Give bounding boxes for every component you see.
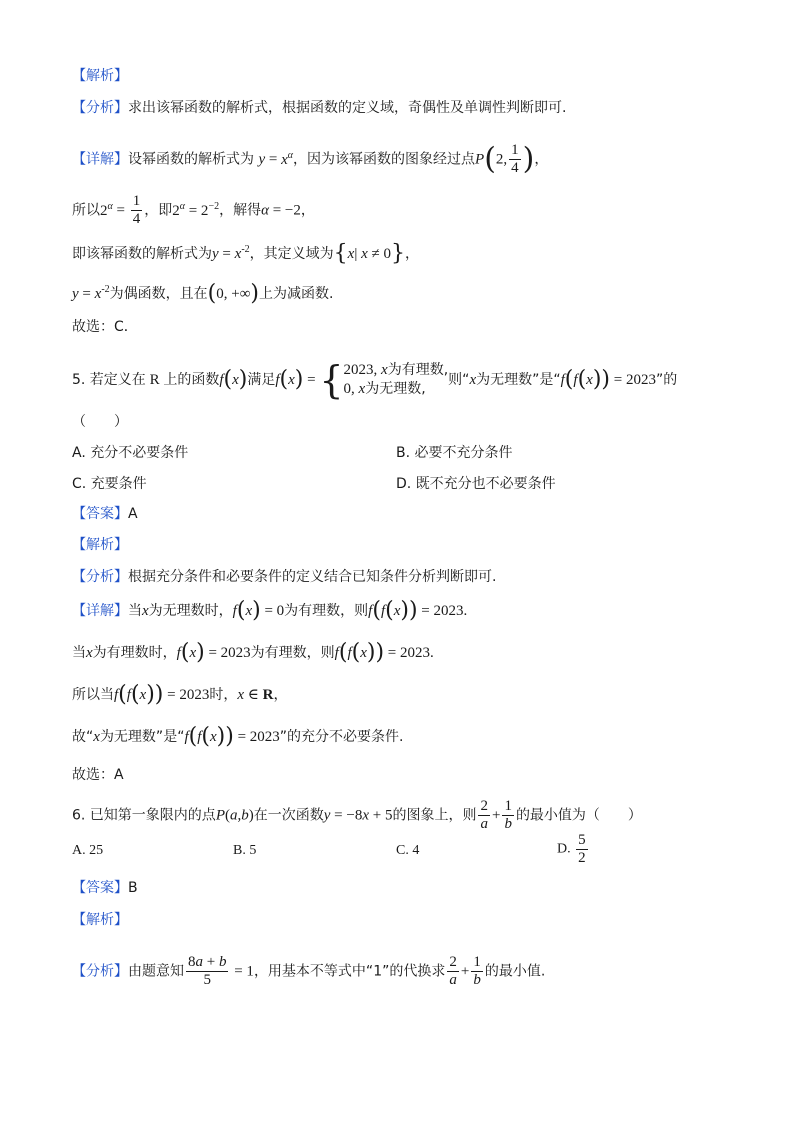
q5-stem xyxy=(72,358,678,402)
q5-d3-a: 所以当 xyxy=(72,687,114,703)
q4-formula-y-x-alpha: y xyxy=(258,151,266,168)
q4-analysis xyxy=(72,98,566,118)
option-text: 既不充分也不必要条件 xyxy=(415,476,556,492)
paren: ( xyxy=(130,682,140,707)
q5-answer-value: A xyxy=(128,506,138,522)
plus: + xyxy=(460,963,470,980)
fraction-1-4b: $\frac{1}{4}$ xyxy=(132,193,141,227)
var-x: x xyxy=(234,246,242,262)
option-letter: B. xyxy=(233,843,246,858)
option-letter: A. xyxy=(72,843,86,858)
func-f: f xyxy=(560,372,565,388)
q5-answer xyxy=(72,504,138,524)
q5-d2-c: 为有理数，则 xyxy=(250,645,335,661)
daan-tag: 【答案】 xyxy=(72,880,128,896)
var-x: x xyxy=(139,687,147,703)
q4-detail-mid: ，因为该幂函数的图象经过点 xyxy=(293,151,476,168)
q5-paren xyxy=(72,412,128,432)
fraction-8a-b-5: $\frac{8a + b}{5}$ xyxy=(188,954,227,988)
paren: )) xyxy=(592,367,610,392)
func-f: f xyxy=(573,372,578,388)
option-text: 25 xyxy=(89,843,104,858)
piecewise-brace: { xyxy=(319,358,344,402)
var-x: x xyxy=(586,372,593,388)
q4-analysis-text: 求出该幂函数的解析式，根据函数的定义域，奇偶性及单调性判断即可. xyxy=(128,100,567,116)
linear-rhs: = −8x + 5 xyxy=(330,807,393,824)
alpha-value: = −2 xyxy=(268,202,301,219)
q4-answer-text: 故选：C． xyxy=(72,319,138,335)
q5-d1-b: 为无理数时， xyxy=(148,603,233,619)
func-f: f xyxy=(334,645,339,661)
eq-2023: = 2023 xyxy=(204,645,251,661)
q6-analysis-b: ，用基本不等式中“1”的代换求 xyxy=(253,963,446,980)
alpha: α xyxy=(261,202,269,219)
q5-stem-f: ”的 xyxy=(655,372,678,388)
fenxi-tag: 【分析】 xyxy=(72,963,128,980)
interval-open: ( xyxy=(207,281,217,306)
fraction-1-4: $\frac{1}{4}$ xyxy=(511,142,519,176)
fraction-1-b: $\frac{1}{b}$ xyxy=(504,798,512,832)
set-bar: | xyxy=(354,246,362,262)
eq-zero: = 0 xyxy=(260,603,285,619)
q5-d3-b: 时， xyxy=(209,687,238,703)
func-f: f xyxy=(114,687,119,703)
option-letter: C. xyxy=(396,843,409,858)
var-x: $x^\alpha$ xyxy=(281,149,294,168)
point-p: P xyxy=(215,807,225,824)
var-x: x xyxy=(360,645,367,661)
eq-2023: = 2023. xyxy=(417,603,468,619)
var-x: x xyxy=(393,603,401,619)
q5-final-answer-text: 故选：A xyxy=(72,767,124,783)
var-y: y xyxy=(212,246,219,262)
q5-stem-e: 为无理数”是“ xyxy=(476,372,561,388)
q4-step4 xyxy=(72,280,333,304)
q6-option-d[interactable] xyxy=(557,832,590,867)
func-f: f xyxy=(347,645,352,661)
fenxi-tag: 【分析】 xyxy=(72,569,128,585)
eq-sign: = xyxy=(78,286,95,302)
q5-d1-c: 为有理数，则 xyxy=(284,603,369,619)
interval-close: ) xyxy=(250,281,259,306)
piecewise-cases: 2023, x为有理数, 0, x为无理数, xyxy=(343,362,449,397)
q6-option-a[interactable] xyxy=(72,843,103,859)
func-f: f xyxy=(232,603,237,619)
in-R: ∈ R xyxy=(244,687,274,703)
paren: ) xyxy=(252,598,261,623)
neq-zero: ≠ 0 xyxy=(367,246,391,262)
option-text: 必要不充分条件 xyxy=(414,445,513,461)
xiangjie-tag: 【详解】 xyxy=(72,603,128,619)
var-x: x xyxy=(288,372,295,388)
q4-answer xyxy=(72,317,138,337)
option-letter: B. xyxy=(396,445,411,461)
q5-detail-2 xyxy=(72,640,434,665)
q5-final-answer xyxy=(72,765,124,785)
q5-stem-d: 则“ xyxy=(448,372,470,388)
q5-detail-1 xyxy=(72,598,468,623)
q6-stem xyxy=(72,798,642,833)
q6-option-c[interactable] xyxy=(396,843,419,859)
q5-jiexi-heading xyxy=(72,535,128,555)
paren: ( xyxy=(372,598,381,623)
q4-step3-a: 即该幂函数的解析式为 xyxy=(72,246,212,262)
math-2-alpha: $2^\alpha$ xyxy=(100,200,113,219)
comma: ， xyxy=(273,687,288,703)
interval-values: 0, +∞ xyxy=(216,286,251,302)
q6-answer xyxy=(72,878,138,898)
q6-stem-a: 6. 已知第一象限内的点 xyxy=(72,807,216,824)
xiangjie-tag: 【详解】 xyxy=(72,151,128,168)
option-text: 充要条件 xyxy=(90,476,147,492)
paren: ( xyxy=(188,724,198,749)
func-f: f xyxy=(184,729,189,745)
q4-step3-b: ，其定义域为 xyxy=(249,246,334,262)
q5-analysis-text: 根据充分条件和必要条件的定义结合已知条件分析判断即可. xyxy=(128,569,497,585)
paren: ( xyxy=(577,367,587,392)
eq-2023: = 2023. xyxy=(384,645,434,661)
eq-sign: = xyxy=(303,372,320,388)
paren: )) xyxy=(400,598,418,623)
var-x: x xyxy=(245,603,253,619)
q6-jiexi-heading xyxy=(72,910,128,930)
q6-answer-value: B xyxy=(128,880,138,896)
exp-neg2: -2 xyxy=(101,284,110,295)
eq-2023: = 2023 xyxy=(163,687,210,703)
paren: ( xyxy=(338,640,348,665)
option-letter: D. xyxy=(557,841,571,857)
paren: )) xyxy=(216,724,234,749)
q5-analysis xyxy=(72,567,496,587)
paren: ( xyxy=(351,640,361,665)
jiexi-tag: 【解析】 xyxy=(72,912,128,928)
q5-detail-4 xyxy=(72,724,404,749)
q5-stem-c: 满足 xyxy=(247,372,276,388)
q6-analysis-a: 由题意知 xyxy=(128,963,184,980)
q5-option-a[interactable] xyxy=(72,442,188,462)
paren: ( xyxy=(180,640,190,665)
set-R: R xyxy=(145,372,164,388)
var-x: x xyxy=(94,286,102,302)
var-x: x xyxy=(469,372,477,388)
q4-step2-c: ，解得 xyxy=(219,202,262,219)
q4-step4-c: 上为减函数. xyxy=(259,286,334,302)
paren: ) xyxy=(196,640,205,665)
q4-detail-lead: 设幂函数的解析式为 xyxy=(128,151,254,168)
q6-stem-b: 在一次函数 xyxy=(253,807,324,824)
paren-open: ( xyxy=(484,141,496,177)
fraction-2-a-b: $\frac{2}{a}$ xyxy=(449,954,457,988)
set-x: x xyxy=(347,246,355,262)
paren: )) xyxy=(146,682,164,707)
paren: ( xyxy=(118,682,127,707)
paren: ) xyxy=(294,367,304,392)
q6-stem-d: 的最小值为（ ） xyxy=(515,807,642,824)
q5-detail-3 xyxy=(72,682,288,707)
paren: ( xyxy=(385,598,394,623)
q4-step4-b: 为偶函数，且在 xyxy=(109,286,208,302)
option-text: 充分不必要条件 xyxy=(90,445,189,461)
var-x: x xyxy=(209,729,217,745)
paren: ( xyxy=(201,724,210,749)
paren: ) xyxy=(238,367,248,392)
var-x: x xyxy=(232,372,239,388)
option-letter: C. xyxy=(72,476,87,492)
jiexi-tag: 【解析】 xyxy=(72,537,128,553)
q5-stem-a: 5. 若定义在 xyxy=(72,372,146,388)
eq-one: = 1 xyxy=(230,963,254,980)
func-f: f xyxy=(219,372,224,388)
paren: ( xyxy=(236,598,246,623)
q5-option-d[interactable] xyxy=(396,473,556,493)
exp-neg2: -2 xyxy=(241,244,250,255)
var-x: x xyxy=(237,687,245,703)
q6-option-b[interactable] xyxy=(233,843,256,859)
var-y: y xyxy=(323,807,331,824)
q5-d1-a: 当 xyxy=(128,603,142,619)
option-text: 5 xyxy=(249,843,257,858)
point-x: 2, xyxy=(495,151,508,168)
paren-close: ) xyxy=(522,141,535,177)
q5-option-b[interactable] xyxy=(396,442,513,462)
q5-d4-a: 故“ xyxy=(72,729,94,745)
daan-tag: 【答案】 xyxy=(72,506,128,522)
var-x: x xyxy=(189,645,197,661)
func-f: f xyxy=(275,372,280,388)
func-f: f xyxy=(368,603,373,619)
q6-stem-c: 的图象上，则 xyxy=(392,807,477,824)
func-f: f xyxy=(176,645,181,661)
paren: ( xyxy=(564,367,574,392)
option-text: 4 xyxy=(412,843,420,858)
brace-close: } xyxy=(391,241,405,266)
func-f: f xyxy=(380,603,386,619)
q5-d2-b: 为有理数时， xyxy=(92,645,177,661)
func-f: f xyxy=(126,687,131,703)
comma: ， xyxy=(405,246,419,262)
var-x: x xyxy=(142,603,149,619)
fraction-2-a: $\frac{2}{a}$ xyxy=(480,798,488,832)
math-2-alpha-eq: $2^\alpha = 2^{-2}$ xyxy=(172,200,220,219)
paren: )) xyxy=(366,640,385,665)
comma: ， xyxy=(534,151,549,168)
q4-step2 xyxy=(72,193,315,228)
q5-stem-b: 上的函数 xyxy=(163,372,220,388)
q4-step2-a: 所以 xyxy=(72,202,100,219)
q6-analysis xyxy=(72,954,545,989)
var-x: x xyxy=(93,729,100,745)
var-y: y xyxy=(72,286,79,302)
q5-option-c[interactable] xyxy=(72,473,147,493)
fraction-5-2: $\frac{5}{2}$ xyxy=(578,832,586,866)
fenxi-tag: 【分析】 xyxy=(72,100,128,116)
q6-analysis-c: 的最小值. xyxy=(484,963,546,980)
brace-open: { xyxy=(333,241,348,266)
eq-sign: = xyxy=(218,246,235,262)
set-x2: x xyxy=(361,246,368,262)
point-coords: (a,b) xyxy=(224,807,254,824)
fraction-1-b-b: $\frac{1}{b}$ xyxy=(473,954,481,988)
eq-sign: = xyxy=(265,151,282,168)
eq-2023: = 2023 xyxy=(233,729,280,745)
paren: ( xyxy=(223,367,233,392)
eq-sign: = xyxy=(112,202,129,219)
point-p: P xyxy=(475,151,485,168)
plus: + xyxy=(491,807,501,824)
q4-step3 xyxy=(72,240,419,264)
option-letter: A. xyxy=(72,445,86,461)
q4-step2-b: ，即 xyxy=(144,202,173,219)
q5-d2-a: 当 xyxy=(72,645,86,661)
paren: ( xyxy=(279,367,289,392)
var-x: x xyxy=(86,645,93,661)
q5-d4-b: 为无理数”是“ xyxy=(99,729,185,745)
comma: ， xyxy=(300,202,315,219)
func-f: f xyxy=(197,729,202,745)
q5-paren-text: （ ） xyxy=(72,414,128,430)
q5-d4-c: ”的充分不必要条件. xyxy=(279,729,404,745)
q4-jiexi-heading xyxy=(72,66,128,86)
q4-detail xyxy=(72,142,548,177)
option-letter: D. xyxy=(396,476,412,492)
eq-2023: = 2023 xyxy=(610,372,656,388)
jiexi-tag: 【解析】 xyxy=(72,68,128,84)
